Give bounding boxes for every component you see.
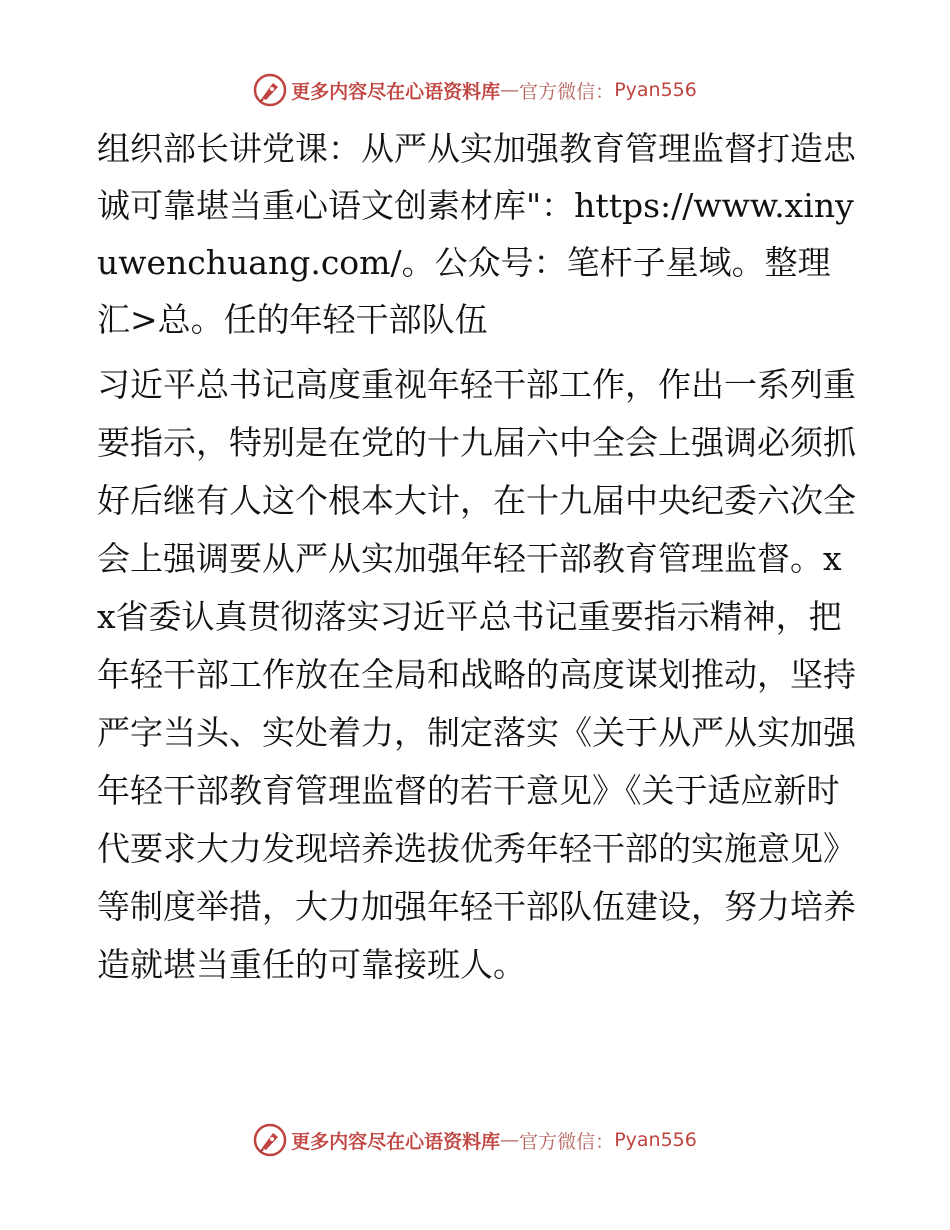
banner-separator: —: [500, 79, 520, 101]
banner-subtitle: 官方微信：: [519, 80, 615, 103]
banner-title: 更多内容尽在心语资料库: [291, 1130, 501, 1153]
pen-nib-circle-icon: [253, 73, 287, 107]
banner-wechat-id: Pyan556: [614, 1129, 697, 1151]
document-paragraph: 习近平总书记高度重视年轻干部工作，作出一系列重要指示，特别是在党的十九届六中全会上强调必须抓好后继有人这个根本大计，在十九届中央纪委六次全会上强调要从严从实加强年轻干部教育管理监督。xx省委认真贯彻落实习近平总书记重要指示精神，把年轻干部工作放在全局和战略的高度谋划推动，坚持严字当头、实处着力，制定落实《关于从严从实加强年轻干部教育管理监督的若干意见》《关于适应新时代要求大力发现培养选拔优秀年轻干部的实施意见》等制度举措，大力加强年轻干部队伍建设，努力培养造就堪当重任的可靠接班人。: [97, 365, 856, 984]
banner-separator: —: [500, 1129, 520, 1151]
header-watermark-banner: [0, 70, 950, 110]
banner-wechat-id: Pyan556: [614, 79, 697, 101]
document-body: [97, 120, 857, 994]
banner-title: 更多内容尽在心语资料库: [291, 80, 501, 103]
pen-nib-circle-icon: [253, 1123, 287, 1157]
banner-subtitle: 官方微信：: [519, 1130, 615, 1153]
document-title: 组织部长讲党课：从严从实加强教育管理监督打造忠诚可靠堪当重心语文创素材库"：https://www.xinyuwenchuang.com/。公众号：笔杆子星域。整理汇>总。任的年轻干部队伍: [97, 129, 856, 339]
footer-watermark-banner: [0, 1120, 950, 1160]
